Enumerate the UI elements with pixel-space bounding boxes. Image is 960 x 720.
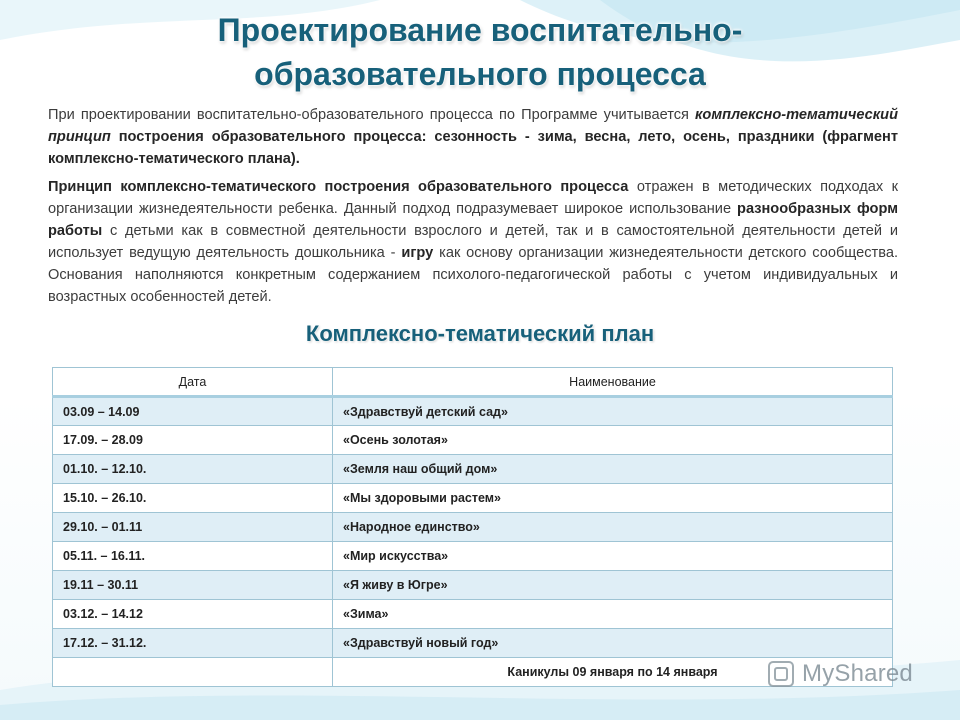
row-name: «Зима»: [333, 600, 893, 629]
footer-empty-cell: [53, 658, 333, 687]
row-name: «Земля наш общий дом»: [333, 455, 893, 484]
principle-bold-3: игру: [401, 245, 434, 261]
myshared-watermark: [766, 656, 936, 692]
table-header-row: [53, 368, 893, 397]
row-name: «Здравствуй новый год»: [333, 629, 893, 658]
plan-subtitle: Комплексно-тематический план: [305, 321, 655, 346]
page-title: Проектирование воспитательно-образовательного процесса: [217, 12, 743, 92]
intro-paragraph: [48, 104, 898, 170]
row-date: 01.10. – 12.10.: [53, 455, 333, 484]
row-date: 03.12. – 14.12: [53, 600, 333, 629]
principle-bold-2: разнообразных форм работы: [48, 201, 898, 239]
row-name: «Здравствуй детский сад»: [333, 397, 893, 426]
intro-text-1: При проектировании воспитательно-образовательного процесса по Программе учитывается: [48, 107, 696, 123]
table-row: [53, 542, 893, 571]
row-name: «Мир искусства»: [333, 542, 893, 571]
table-row: [53, 397, 893, 426]
row-date: 05.11. – 16.11.: [53, 542, 333, 571]
watermark-text: MyShared: [802, 660, 913, 687]
header-date: Дата: [53, 368, 333, 397]
intro-text-2: построения образовательного процесса: сезонность - зима, весна, лето, осень, праздники (фрагмент комплексно-тематического плана).: [48, 129, 898, 167]
principle-bold-1: Принцип комплексно-тематического построения образовательного процесса: [48, 179, 629, 195]
row-date: 29.10. – 01.11: [53, 513, 333, 542]
myshared-logo-icon: [766, 659, 796, 689]
table-row: [53, 484, 893, 513]
table-row: [53, 571, 893, 600]
row-name: «Я живу в Югре»: [333, 571, 893, 600]
row-name: «Народное единство»: [333, 513, 893, 542]
row-name: «Мы здоровыми растем»: [333, 484, 893, 513]
principle-paragraph: [48, 176, 898, 308]
row-date: 17.09. – 28.09: [53, 426, 333, 455]
row-date: 19.11 – 30.11: [53, 571, 333, 600]
table-row: [53, 513, 893, 542]
table-row: [53, 455, 893, 484]
principle-text-2: с детьми как в совместной деятельности взрослого и детей, так и в самостоятельной деятельности детей и использует ведущую деятельность дошкольника -: [48, 223, 898, 261]
principle-text-1: отражен в методических подходах к организации жизнедеятельности ребенка. Данный подход подразумевает широкое использование: [48, 179, 898, 217]
row-date: 17.12. – 31.12.: [53, 629, 333, 658]
intro-emphasis: комплексно-тематический принцип: [48, 107, 898, 145]
table-row: [53, 629, 893, 658]
principle-text-3: как основу организации жизнедеятельности детского сообщества. Основания наполняются конкретным содержанием психолого-педагогической работы с учетом индивидуальных и возрастных особенностей детей.: [48, 245, 898, 305]
row-name: «Осень золотая»: [333, 426, 893, 455]
vacation-note: Каникулы 09 января по 14 января: [333, 658, 893, 687]
table-row: [53, 426, 893, 455]
table-row: [53, 600, 893, 629]
row-date: 15.10. – 26.10.: [53, 484, 333, 513]
row-date: 03.09 – 14.09: [53, 397, 333, 426]
thematic-plan-table: [52, 367, 893, 687]
header-name: Наименование: [333, 368, 893, 397]
